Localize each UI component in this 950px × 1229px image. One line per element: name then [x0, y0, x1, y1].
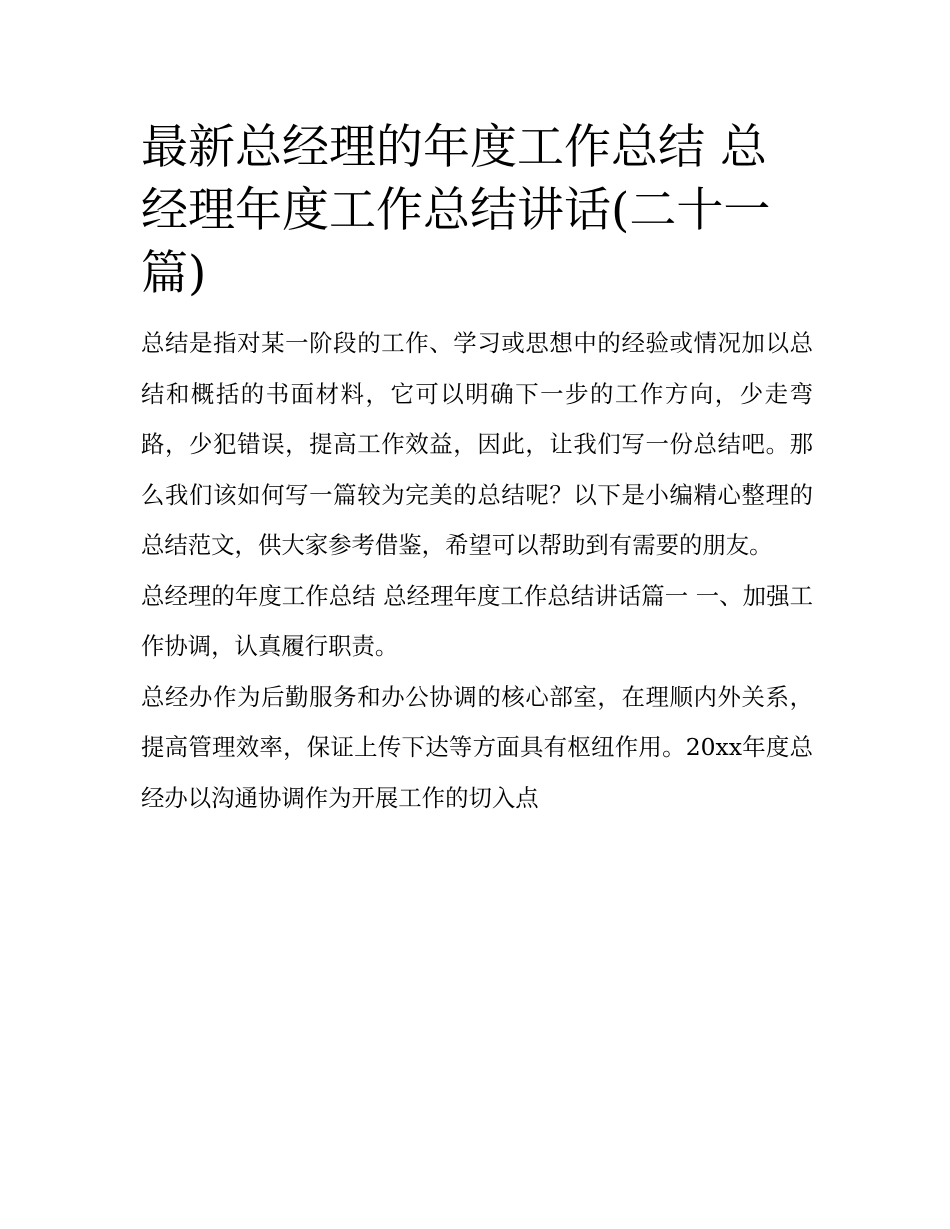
intro-paragraph: 总结是指对某一阶段的工作、学习或思想中的经验或情况加以总结和概括的书面材料，它可以明确下一步的工作方向，少走弯路，少犯错误，提高工作效益，因此，让我们写一份总结吧。那么我们该如何写一篇较为完美的总结呢？以下是小编精心整理的总结范文，供大家参考借鉴，希望可以帮助到有需要的朋友。 — [141, 329, 813, 559]
document-body — [141, 116, 813, 823]
section-heading-paragraph: 总经理的年度工作总结 总经理年度工作总结讲话篇一 一、加强工作协调，认真履行职责。 — [141, 581, 813, 660]
document-title: 最新总经理的年度工作总结 总经理年度工作总结讲话(二十一篇) — [141, 120, 771, 301]
body-paragraph: 总经办作为后勤服务和办公协调的核心部室，在理顺内外关系，提高管理效率，保证上传下达等方面具有枢纽作用。20xx年度总经办以沟通协调作为开展工作的切入点 — [141, 682, 813, 812]
